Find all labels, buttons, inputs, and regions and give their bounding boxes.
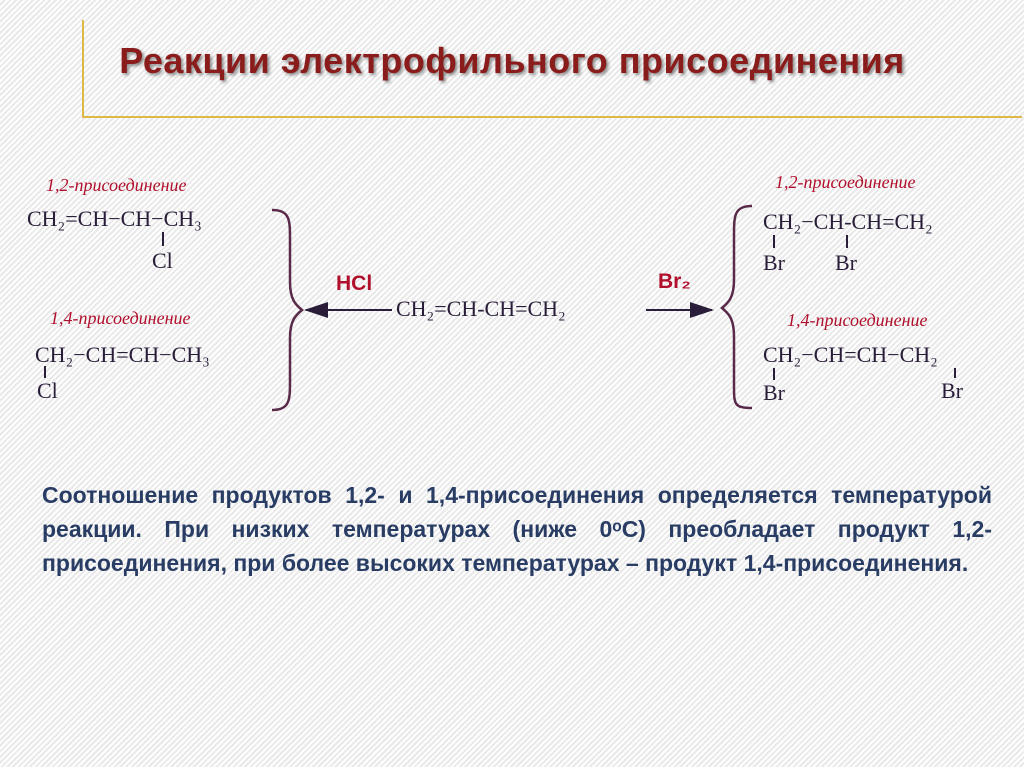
right-brace <box>722 206 752 408</box>
left-brace <box>272 210 302 410</box>
right-top-formula: CH₂−CH-CH=CH₂ <box>763 209 933 234</box>
reactant-formula: CH₂=CH-CH=CH₂ <box>396 296 566 321</box>
left-top-formula: CH₂=CH−CH−CH₃ <box>27 206 202 231</box>
left-bottom-substituent: Cl <box>37 378 58 403</box>
right-bottom-label: 1,4-присоединение <box>787 310 928 330</box>
right-top-substituent-1: Br <box>763 250 785 275</box>
left-top-label: 1,2-присоединение <box>46 175 187 195</box>
left-bottom-formula: CH₂−CH=CH−CH₃ <box>35 342 210 367</box>
right-bottom-substituent-1: Br <box>763 380 785 405</box>
left-bottom-label: 1,4-присоединение <box>50 308 191 328</box>
slide-title: Реакции электрофильного присоединения <box>119 40 905 81</box>
right-top-substituent-2: Br <box>835 250 857 275</box>
explanation-paragraph: Соотношение продуктов 1,2- и 1,4-присоединения определяется температурой реакции. При низких температурах (ниже 0ᵒС) преобладает продукт 1,2-присоединения, при более высоких температурах – продукт 1,4-присоединения. <box>42 482 992 576</box>
right-top-label: 1,2-присоединение <box>775 172 916 192</box>
right-bottom-formula: CH₂−CH=CH−CH₂ <box>763 342 938 367</box>
left-top-substituent: Cl <box>152 248 173 273</box>
hcl-reagent: HCl <box>336 272 373 295</box>
br2-reagent: Br₂ <box>658 270 691 293</box>
right-bottom-substituent-2: Br <box>941 378 963 403</box>
